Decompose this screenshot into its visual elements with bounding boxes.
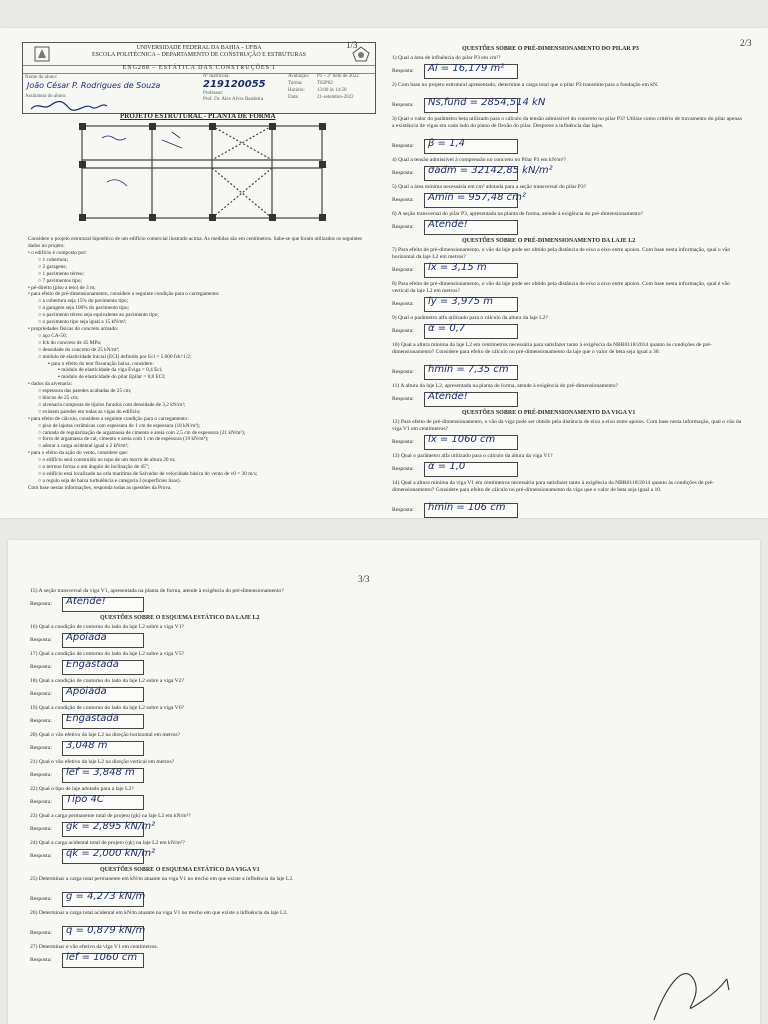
answer-label: Resposta: [30,896,52,902]
bullet-item: ○ o edifício está localizado na orla marítima de Salvador de velocidade básica do vento de v0 = 30 m/s; [38,471,258,477]
question-text: 20) Qual o vão efetivo da laje L2 na direção horizontal em metros? [30,732,181,738]
eval-value: P1 – 2º Sem de 2022 [317,74,359,79]
school-name: ESCOLA POLITÉCNICA – DEPARTAMENTO DE CONSTRUÇÃO E ESTRUTURAS [91,52,306,58]
bullet-item: • dados da alvenaria: [28,381,73,388]
bullet-item: ○ o terreno forma o um ângulo de inclinação de 45°; [38,464,150,471]
answer-label: Resposta: [392,68,414,74]
section-heading: QUESTÕES SOBRE O PRÉ-DIMENSIONAMENTO DA LAJE L2 [462,238,636,244]
bullet-item: ○ módulo de elasticidade inicial (ECI) definido por Eci = 5.600 fck^1/2; [38,353,192,360]
page-number-3: 3/3 [358,574,370,584]
handwritten-answer: Apoiada [66,686,107,697]
answer-label: Resposta: [30,772,52,778]
bullet-item: ○ alvenaria composta de tijolos furados com densidade de 3,2 kN/m²; [38,401,186,408]
handwritten-answer: ly = 3,975 m [428,296,493,307]
poli-logo-icon [351,45,371,63]
answer-label: Resposta: [392,224,414,230]
bullet-item: ○ a cobertura seja 15% do pavimento tipo; [38,298,129,305]
question-text: 15) A seção transversal da viga V1, apresentada na planta de forma, atende à exigência do pré-dimensionamento? [30,588,284,594]
answer-label: Resposta: [392,170,414,176]
handwritten-answer: Engastada [66,659,119,670]
header-institution [23,43,375,66]
question-text: 8) Para efeito de pré-dimensionamento, o vão da laje pode ser obtido pela distância de eixo a eixo entre apoios. Com base nesta informação, qual é vão vertical da laje L2 em metros? [392,281,730,294]
handwritten-answer: Ai = 16,179 m² [428,63,505,74]
handwritten-answer: hmin = 106 cm [428,502,506,513]
bullet-item: ○ a regulo seja de baixa turbulência e categoria I (superfícies lisas). [38,477,181,484]
bullet-item: ▪ para o efeito do teor fissuração baixa, considere: [48,360,154,367]
question-text: 2) Com base no projeto estrutural apresentado, determine a carga total que o pilar P3 transmite para a fundação em kN. [392,82,659,88]
answer-box[interactable] [424,435,518,450]
answer-box[interactable] [424,392,518,407]
data-bullet-list [28,250,257,492]
registration-number: 219120055 [203,79,266,90]
bullet-item: • para efeito de cálculo, considere a seguinte condição para o carregamento: [28,415,189,422]
question-text: 11) A altura da laje L2, apresentada na planta de forma, atende à exigência do pré-dimensionamento? [392,383,619,389]
answer-box[interactable] [62,821,156,837]
page-number-right: 2/3 [740,38,752,48]
handwritten-answer: hmin = 7,35 cm [428,364,509,375]
exam-sheet-pages-1-2 [0,28,768,518]
question-text: 3) Qual o valor do parâmetro beta utilizado para o cálculo da tensão admissível do concreto no pilar P3? Utilize como critério de travamento do pilar apenas a existência de vigas em cada lado do plano de flexão do pilar. Despreze a influência das lajes. [392,116,742,129]
answer-label: Resposta: [392,396,414,402]
answer-box[interactable] [424,192,526,208]
bullet-item: ○ aço CA-50; [38,332,68,339]
bullet-item: ○ forro de argamassa de cal, cimento e areia com 1 cm de espessura (19 kN/m³); [38,436,209,443]
bullet-item: ▪ módulo de elasticidade da viga Eviga = 0,4 Eci; [58,367,163,374]
answer-box[interactable] [424,324,518,339]
answer-box[interactable] [62,795,144,810]
time-value: 13:00 às 14:50 [317,88,347,93]
name-label: Nome do aluno: [25,75,58,80]
university-name: UNIVERSIDADE FEDERAL DA BAHIA – UFBA [136,45,262,51]
floor-plan-drawing [22,112,374,230]
question-text: 7) Para efeito de pré-dimensionamento, o vão da laje pode ser obtido pela distância de eixo a eixo entre apoios. Com base nesta informação, qual o vão horizontal da laje L2 em metros? [392,247,731,260]
answer-box[interactable] [62,597,144,612]
date-label: Data: [288,95,299,100]
answer-label: Resposta: [392,267,414,273]
answer-box[interactable] [424,263,518,278]
question-text: 22) Qual o tipo de laje adotado para a laje L2? [30,786,134,792]
section-heading: QUESTÕES SOBRE O ESQUEMA ESTÁTICO DA LAJE L2 [100,615,260,621]
answer-box[interactable] [424,64,518,79]
bullet-item: ○ o pavimento térreo seja equivalente ao pavimento tipo; [38,312,159,319]
question-text: 14) Qual a altura mínima da viga V1 em centímetros necessária para satisfazer tanto à exigência da NBR6118/2014 quanto às condições de pré-dimensionamento? Considere para efeito de cálculo no pré-dimensionamento da viga que o valor de beta seja igual a 10. [392,480,714,493]
question-text: 17) Qual a condição de contorno do lado da laje L2 sobre a viga V5? [30,651,184,657]
bullet-item: ○ 1 cobertura; [38,256,68,263]
prof-value: Prof. Dr. Alex Alves Bandeira [203,97,263,102]
question-text: 10) Qual a altura mínima da laje L2 em centímetros necessária para satisfazer tanto à exigência da NBR6118/2014 quanto às condições de pré-dimensionamento? Considere para efeito de cálculo no pré-dimensionamento da laje que o valor de beta seja igual a 30. [392,342,712,355]
problem-statement [28,236,373,250]
page-number-left: 1/3 [346,40,358,50]
question-text: 24) Qual a carga acidental total de projeto (qk) na laje L2 em kN/m²? [30,840,185,846]
answer-box[interactable] [62,660,144,675]
question-text: 5) Qual a área mínima necessária em cm² adotada para a seção transversal do pilar P3? [392,184,587,190]
answer-box[interactable] [62,741,144,756]
answer-label: Resposta: [30,957,52,963]
questions-esquema-estatico [30,540,382,1024]
question-text: 1) Qual a área de influência do pilar P3 em cm²? [392,55,501,61]
question-text: 6) A seção transversal do pilar P3, apresentada na planta de forma, atende à exigência do pré-dimensionamento? [392,211,643,217]
answer-label: Resposta: [392,507,414,513]
handwritten-answer: g = 4,273 kN/m [66,891,146,902]
signature-label: Assinatura do aluno: [25,94,67,99]
handwritten-answer: Amin = 957,48 cm² [428,192,526,203]
handwritten-answer: lx = 3,15 m [428,262,487,273]
answer-label: Resposta: [30,930,52,936]
handwritten-answer: Atende! [428,391,468,402]
answer-box[interactable] [62,633,144,648]
answer-box[interactable] [424,503,518,518]
bullet-item: ○ a garagem seja 100% do pavimento tipo; [38,305,130,312]
bullet-item: ○ piso de lajotas cerâmicas com espessura de 1 cm de espessura (18 kN/m³); [38,422,201,429]
bullet-item: ○ o edifício será construído no topo de um morro de altura 20 m; [38,457,176,464]
questions-pilar-laje-viga [392,28,744,518]
question-text: 13) Qual o parâmetro alfa utilizado para o cálculo da altura da viga V1? [392,453,553,459]
bullet-item: ○ blocos de 25 cm; [38,395,79,402]
handwritten-answer: Atende! [66,596,106,607]
answer-label: Resposta: [392,328,414,334]
answer-box[interactable] [62,926,144,941]
answer-box[interactable] [62,768,144,783]
answer-box[interactable] [62,892,144,907]
question-text: 21) Qual o vão efetivo da laje L2 na direção vertical em metros? [30,759,175,765]
bullet-item: ○ espessura das paredes acabadas de 25 cm; [38,388,132,395]
question-text: 23) Qual a carga permanente total de projeto (gk) na laje L2 em kN/m²? [30,813,191,819]
answer-label: Resposta: [392,466,414,472]
answer-label: Resposta: [30,637,52,643]
student-name: João César P. Rodrigues de Souza [27,81,161,90]
answer-label: Resposta: [30,826,52,832]
bullet-item: • para o efeito da ação do vento, considere que: [28,450,129,457]
handwritten-answer: gk = 2,895 kN/m² [66,821,156,832]
answer-label: Resposta: [30,853,52,859]
handwritten-answer: q = 0,879 kN/m [66,925,146,936]
question-text: 26) Determinar a carga total acidental em kN/m atuante na viga V1 no trecho em que existe a influência da laje L2. [30,910,288,916]
handwritten-answer: Ns,fund = 2854,514 kN [428,97,546,108]
question-text: 16) Qual a condição de contorno do lado da laje L2 sobre a viga V1? [30,624,184,630]
class-label: Turma: [288,81,303,86]
answer-box[interactable] [62,714,144,729]
handwritten-answer: 3,048 m [66,740,108,751]
question-text: 9) Qual o parâmetro alfa utilizado para o cálculo da altura da laje L2? [392,315,548,321]
answer-label: Resposta: [30,691,52,697]
handwritten-answer: β = 1,4 [428,138,466,149]
answer-label: Resposta: [30,664,52,670]
question-text: 12) Para efeito de pré-dimensionamento, o vão da viga pode ser obtido pela distância de eixo a eixo entre apoios. Com base nesta informação, qual o vão da viga V1 em centímetros? [392,419,742,432]
bullet-item: ○ existem paredes em todas as vigas do edifício; [38,408,141,415]
handwritten-answer: Atende! [428,219,468,230]
question-text: 18) Qual a condição de contorno do lado da laje L2 sobre a viga V2? [30,678,184,684]
handwritten-answer: lx = 1060 cm [428,434,496,445]
handwritten-answer: Apoiada [66,632,107,643]
answer-label: Resposta: [392,439,414,445]
bullet-item: ○ densidade do concreto de 25 kN/m³; [38,346,120,353]
handwritten-answer: qk = 2,000 kN/m² [66,848,156,859]
handwritten-answer: α = 0,7 [428,323,466,334]
bullet-item: ○ 1 pavimento térreo; [38,270,85,277]
answer-label: Resposta: [30,799,52,805]
answer-box[interactable] [424,297,518,312]
answer-box[interactable] [424,220,518,235]
question-text: 27) Determinar o vão efetivo da viga V1 em centímetros. [30,944,158,950]
prof-label: Professor: [203,91,224,96]
bullet-item: • pé-direito (piso a teto) de 3 m; [28,284,96,291]
handwritten-answer: σadm = 32142,85 kN/m² [428,165,553,176]
answer-label: Resposta: [392,197,414,203]
section-heading: QUESTÕES SOBRE O ESQUEMA ESTÁTICO DA VIGA V1 [100,867,260,873]
handwritten-answer: lef = 1060 cm [66,952,138,963]
bullet-item: ○ 2 garagens; [38,263,67,270]
bullet-item: ○ 7 pavimentos tipo; [38,277,82,284]
section-heading: QUESTÕES SOBRE O PRÉ-DIMENSIONAMENTO DO PILAR P3 [462,46,639,52]
bullet-item: ○ camada de regularização de argamassa de cimento e areia com 2,5 cm de espessura (21 kN/m³); [38,429,246,436]
answer-label: Resposta: [30,601,52,607]
handwritten-answer: lef = 3,848 m [66,767,135,778]
course-title: ENG288 – ESTÁTICA DAS CONSTRUÇÕES I [23,65,375,74]
question-text: 25) Determinar a carga total permanente em kN/m atuante na viga V1 no trecho em que existe a influência da laje L2. [30,876,294,882]
answer-label: Resposta: [392,369,414,375]
structural-plan [22,112,374,230]
handwritten-answer: Engastada [66,713,119,724]
answer-box[interactable] [62,687,144,702]
bullet-item: ▪ módulo de elasticidade do pilar Epilar = 0,8 ECI; [58,374,166,381]
answer-box[interactable] [424,139,518,154]
handwritten-answer: Tipo 4C [66,794,104,805]
answer-label: Resposta: [30,718,52,724]
eval-label: Avaliação: [288,74,310,79]
reg-label: Nº matrícula: [203,74,230,79]
answer-box[interactable] [62,953,144,968]
ufba-logo-icon [33,45,51,63]
handwritten-answer: α = 1,0 [428,461,466,472]
bullet-item: ○ fck do concreto de 45 MPa; [38,339,102,346]
grader-signature [644,950,734,1024]
question-text: 4) Qual a tensão admissível à compressão no concreto no Pilar P3 em kN/m²? [392,157,566,163]
bullet-item: ○ adotar a carga acidental igual a 2 kN/m²; [38,443,129,450]
answer-box[interactable] [424,97,546,113]
answer-label: Resposta: [30,745,52,751]
bullet-item: • o edifício é composto por: [28,250,87,256]
plan-title: PROJETO ESTRUTURAL - PLANTA DE FORMA [120,112,276,120]
question-text: 19) Qual a condição de contorno do lado da laje L2 sobre a viga V6? [30,705,184,711]
bullet-item: ○ o pavimento tipo seja igual a 15 kN/m²; [38,319,127,326]
class-value: T02P02 [317,81,333,86]
exam-header [22,42,376,114]
bullet-item: • para efeito de pré-dimensionamento, considere a seguinte condição para o carregamento: [28,291,220,298]
time-label: Horário: [288,88,305,93]
answer-label: Resposta: [392,102,414,108]
answer-box[interactable] [424,165,553,181]
answer-box[interactable] [424,462,518,477]
exam-sheet-page-3 [8,540,760,1024]
bullet-item: • propriedades físicas do concreto armado: [28,325,119,332]
answer-label: Resposta: [392,301,414,307]
section-heading: QUESTÕES SOBRE O PRÉ-DIMENSIONAMENTO DA VIGA V1 [462,410,636,416]
answer-box[interactable] [424,365,518,380]
student-signature [29,99,109,113]
answer-box[interactable] [62,848,156,864]
bullet-item: Com base nestas informações, responda todas as questões da Prova. [28,484,172,491]
intro-text: Considere o projeto estrutural hipotético de um edifício comercial ilustrado acima. As medidas são em centímetros. Sabe-se que foram utilizados os seguintes dados no projeto: [28,236,363,249]
date-value: 21-setembro-2022 [317,95,354,100]
answer-label: Resposta: [392,143,414,149]
